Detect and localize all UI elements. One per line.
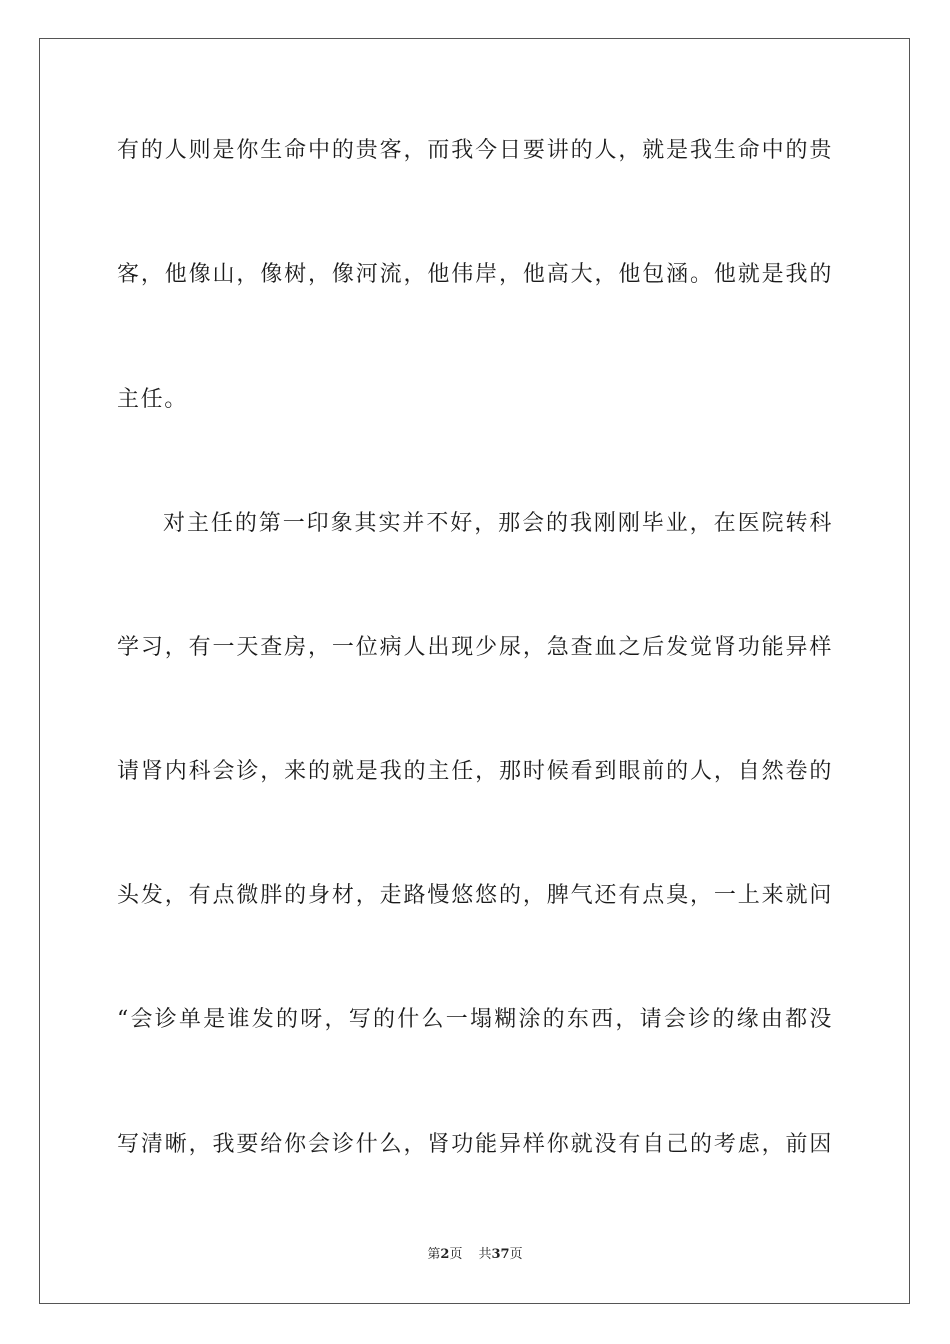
page-prefix: 第 (427, 1247, 441, 1262)
page-footer (0, 1246, 950, 1264)
page-border (39, 38, 910, 1304)
body-line-8: “会诊单是谁发的呀，写的什么一塌糊涂的东西，请会诊的缘由都没 (117, 1007, 833, 1032)
body-line-1: 有的人则是你生命中的贵客，而我今日要讲的人，就是我生命中的贵 (117, 138, 833, 163)
body-line-3: 主任。 (117, 387, 188, 412)
body-line-4: 对主任的第一印象其实并不好，那会的我刚刚毕业，在医院转科 (163, 511, 833, 536)
body-line-5: 学习，有一天查房，一位病人出现少尿，急查血之后发觉肾功能异样 (117, 635, 833, 660)
body-line-2: 客，他像山，像树，像河流，他伟岸，他高大，他包涵。他就是我的 (117, 262, 833, 287)
total-suffix: 页 (509, 1247, 523, 1262)
total-prefix: 共 (478, 1247, 492, 1262)
body-line-7: 头发，有点微胖的身材，走路慢悠悠的，脾气还有点臭，一上来就问 (117, 883, 833, 908)
body-line-9: 写清晰，我要给你会诊什么，肾功能异样你就没有自己的考虑，前因 (117, 1132, 833, 1157)
page-suffix: 页 (449, 1247, 463, 1262)
total-pages: 37 (491, 1247, 510, 1262)
body-line-6: 请肾内科会诊，来的就是我的主任，那时候看到眼前的人，自然卷的 (117, 759, 833, 784)
page-number: 2 (440, 1247, 450, 1262)
